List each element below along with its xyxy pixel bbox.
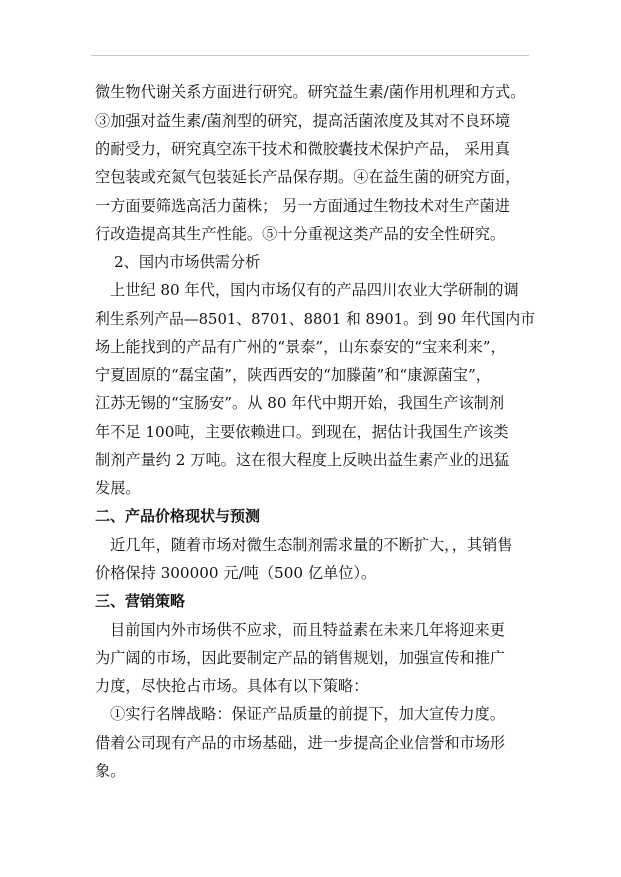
paragraph-line xyxy=(95,558,535,588)
line-text: 价格保持 300000 元/吨（500 亿单位）。 xyxy=(95,564,377,582)
paragraph-line xyxy=(95,304,535,334)
paragraph-line xyxy=(110,615,550,645)
line-text: 空包装或充氮气包装延长产品保存期。④在益生菌的研究方面， xyxy=(95,168,521,186)
section-subheading xyxy=(114,247,554,277)
paragraph-line xyxy=(95,360,535,390)
paragraph-line xyxy=(95,77,535,107)
line-text: 力度，尽快抢占市场。具体有以下策略： xyxy=(95,677,369,695)
line-text: ①实行名牌战略：保证产品质量的前提下，加大宣传力度。 xyxy=(110,705,505,723)
paragraph-line xyxy=(95,671,535,701)
line-text: 近几年，随着市场对微生态制剂需求量的不断扩大，，其销售 xyxy=(110,536,513,554)
line-text: 一方面要筛选高活力菌株； 另一方面通过生物技术对生产菌进 xyxy=(95,197,510,215)
section-heading xyxy=(95,501,535,531)
paragraph-line xyxy=(95,388,535,418)
line-text: 制剂产量约 2 万吨。这在很大程度上反映出益生素产业的迅猛 xyxy=(95,451,510,469)
line-text: 宁夏固原的“磊宝菌”，陕西西安的“加滕菌”和“康源菌宝”， xyxy=(95,366,491,384)
paragraph-line xyxy=(95,332,535,362)
paragraph-line xyxy=(95,473,535,503)
paragraph-line xyxy=(110,699,550,729)
section-heading xyxy=(95,586,535,616)
paragraph-line xyxy=(95,134,535,164)
paragraph-line xyxy=(110,275,550,305)
paragraph-line xyxy=(110,530,550,560)
line-text: 象。 xyxy=(95,762,126,780)
line-text: 的耐受力，研究真空冻干技术和微胶囊技术保护产品， 采用真 xyxy=(95,140,510,158)
line-text: 目前国内外市场供不应求，而且特益素在未来几年将迎来更 xyxy=(110,621,505,639)
line-text: 上世纪 80 年代，国内市场仅有的产品四川农业大学研制的调 xyxy=(110,281,519,299)
paragraph-line xyxy=(95,191,535,221)
line-text: 借着公司现有产品的市场基础，进一步提高企业信誉和市场形 xyxy=(95,734,506,752)
line-text: 二、产品价格现状与预测 xyxy=(95,507,261,525)
paragraph-line xyxy=(95,728,535,758)
paragraph-line xyxy=(95,445,535,475)
paragraph-line xyxy=(95,162,535,192)
paragraph-line xyxy=(95,643,535,673)
line-text: 微生物代谢关系方面进行研究。研究益生素/菌作用机理和方式。 xyxy=(95,83,526,101)
line-text: 为广阔的市场，因此要制定产品的销售规划，加强宣传和推广 xyxy=(95,649,506,667)
line-text: 利生系列产品—8501、8701、8801 和 8901。到 90 年代国内市 xyxy=(95,310,535,328)
paragraph-line xyxy=(95,106,535,136)
line-text: 2、国内市场供需分析 xyxy=(114,253,261,271)
paragraph-line xyxy=(95,219,535,249)
paragraph-line xyxy=(95,756,535,786)
line-text: 场上能找到的产品有广州的“景泰”，山东泰安的“宝来利来”， xyxy=(95,338,506,356)
line-text: 发展。 xyxy=(95,479,141,497)
header-rule xyxy=(91,55,529,56)
line-text: 年不足 100吨，主要依赖进口。到现在，据估计我国生产该类 xyxy=(95,423,509,441)
paragraph-line xyxy=(95,417,535,447)
line-text: 三、营销策略 xyxy=(95,592,186,610)
line-text: 江苏无锡的“宝肠安”。从 80 年代中期开始，我国生产该制剂 xyxy=(95,394,505,412)
line-text: 行改造提高其生产性能。⑤十分重视这类产品的安全性研究。 xyxy=(95,225,506,243)
line-text: ③加强对益生素/菌剂型的研究，提高活菌浓度及其对不良环境 xyxy=(95,112,511,130)
